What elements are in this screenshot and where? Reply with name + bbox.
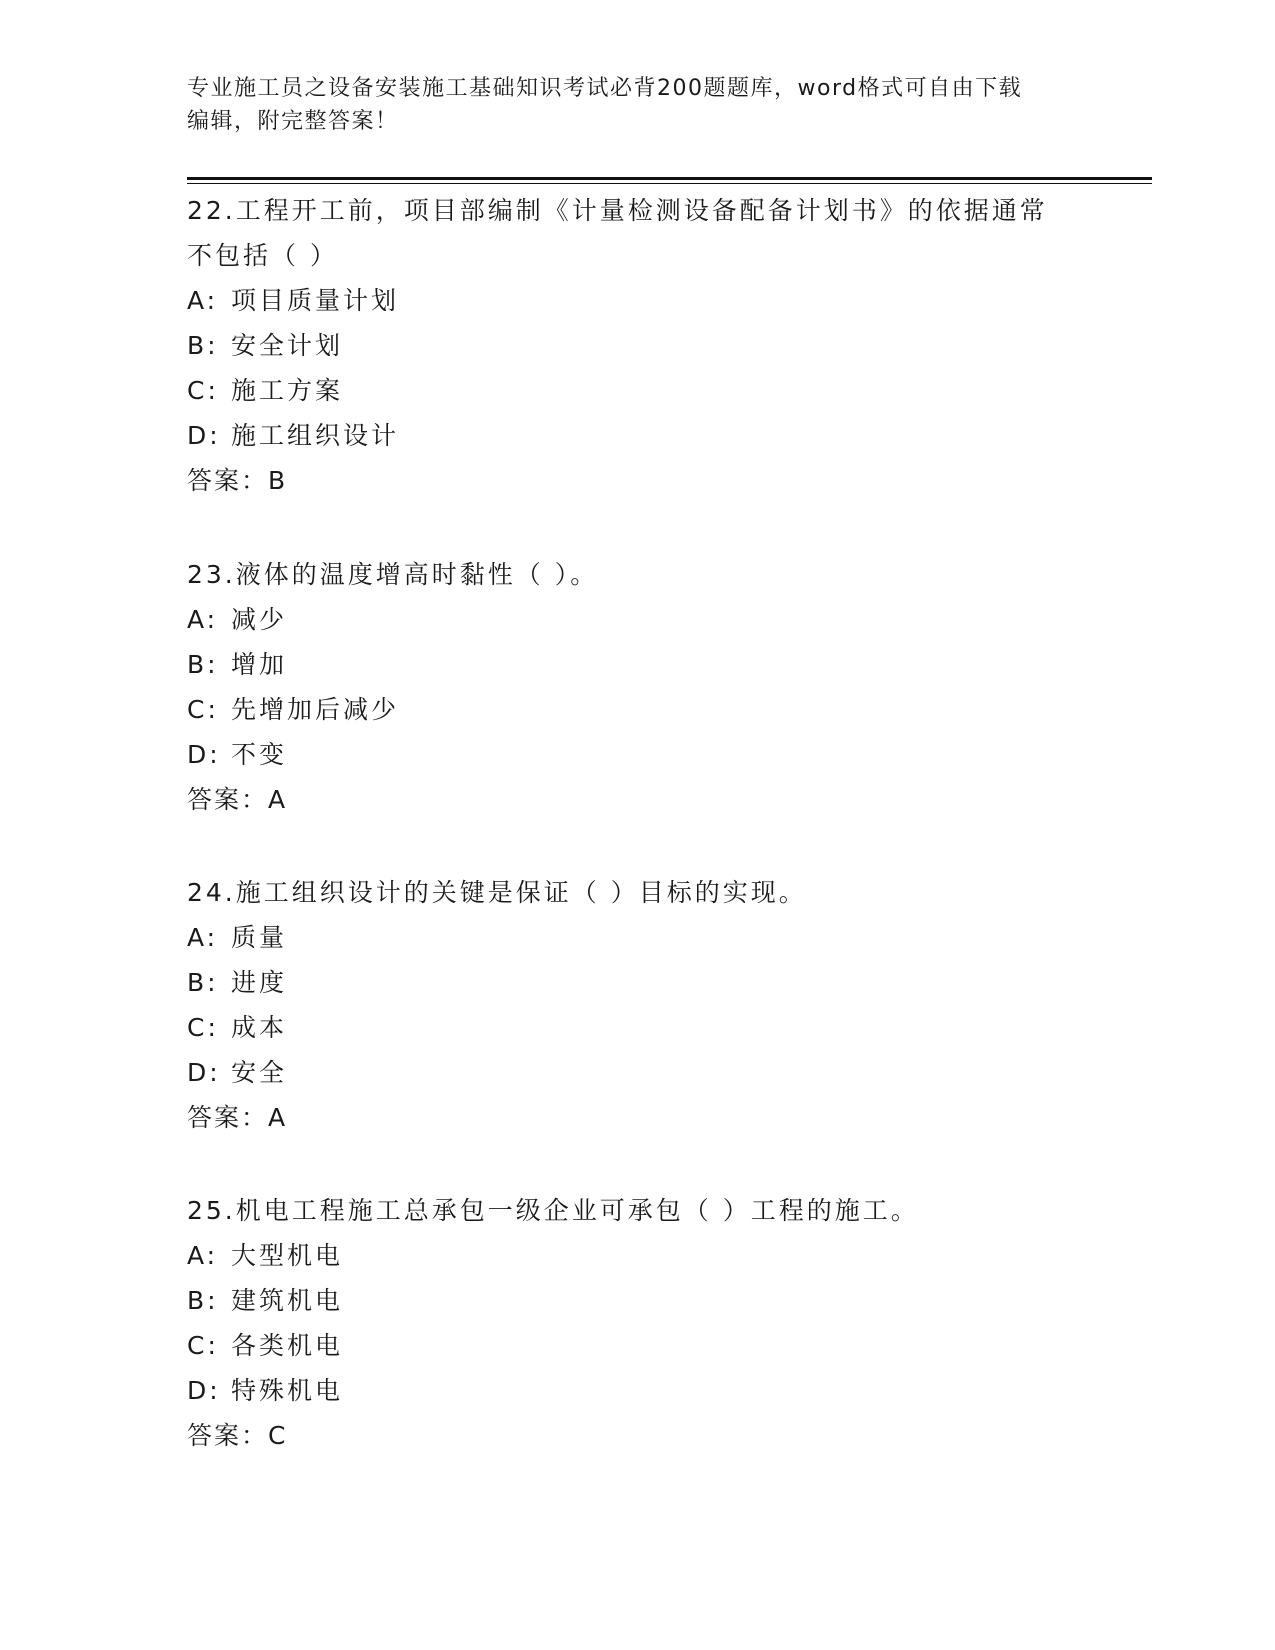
option-text: 减少 [231,605,288,634]
question-23 [187,552,1117,822]
option-text: 大型机电 [231,1241,344,1270]
option-a [187,915,1117,960]
option-c [187,1005,1117,1050]
option-text: 质量 [231,923,288,952]
option-text: 施工方案 [231,376,344,405]
answer-line: 答案：A [187,785,288,814]
option-key: A: [187,286,219,315]
question-stem: 23.液体的温度增高时黏性（ ）。 [187,560,599,589]
option-b [187,1278,1117,1323]
option-b [187,642,1117,687]
option-d [187,1050,1117,1095]
option-a [187,278,1117,323]
option-text: 各类机电 [231,1331,344,1360]
option-text: 增加 [231,650,288,679]
option-key: B: [187,650,219,679]
option-text: 成本 [231,1013,288,1042]
option-text: 特殊机电 [231,1376,344,1405]
answer-line: 答案：C [187,1421,288,1450]
answer-line: 答案：B [187,466,288,495]
option-b [187,960,1117,1005]
question-stem: 25.机电工程施工总承包一级企业可承包（ ）工程的施工。 [187,1196,919,1225]
option-text: 建筑机电 [231,1286,344,1315]
option-key: C: [187,1331,219,1360]
question-24 [187,870,1117,1140]
option-a [187,1233,1117,1278]
option-c [187,1323,1117,1368]
option-key: A: [187,1241,219,1270]
option-a [187,597,1117,642]
option-text: 项目质量计划 [231,286,400,315]
option-text: 进度 [231,968,288,997]
option-key: D: [187,421,221,450]
option-key: A: [187,605,219,634]
option-key: C: [187,1013,219,1042]
header-line-1: 专业施工员之设备安装施工基础知识考试必背200题题库，word格式可自由下载 [187,76,1023,101]
option-text: 施工组织设计 [231,421,400,450]
option-key: D: [187,1376,221,1405]
header-divider-thick [187,177,1152,180]
option-key: C: [187,695,219,724]
option-c [187,368,1117,413]
document-header [187,72,1067,138]
option-b [187,323,1117,368]
header-divider-thin [187,183,1152,184]
answer-line: 答案：A [187,1103,288,1132]
header-line-2: 编辑，附完整答案！ [187,109,399,134]
option-text: 不变 [231,740,288,769]
option-key: C: [187,376,219,405]
option-d [187,732,1117,777]
option-key: D: [187,740,221,769]
option-text: 安全 [231,1058,288,1087]
option-key: A: [187,923,219,952]
option-key: B: [187,968,219,997]
option-text: 安全计划 [231,331,344,360]
question-stem: 22.工程开工前，项目部编制《计量检测设备配备计划书》的依据通常 [187,196,1048,225]
question-25 [187,1188,1117,1458]
question-stem: 24.施工组织设计的关键是保证（ ）目标的实现。 [187,878,807,907]
option-d [187,413,1117,458]
question-22 [187,188,1117,503]
option-key: D: [187,1058,221,1087]
option-text: 先增加后减少 [231,695,400,724]
option-d [187,1368,1117,1413]
question-stem-continued: 不包括（ ） [187,241,338,270]
option-c [187,687,1117,732]
option-key: B: [187,1286,219,1315]
option-key: B: [187,331,219,360]
